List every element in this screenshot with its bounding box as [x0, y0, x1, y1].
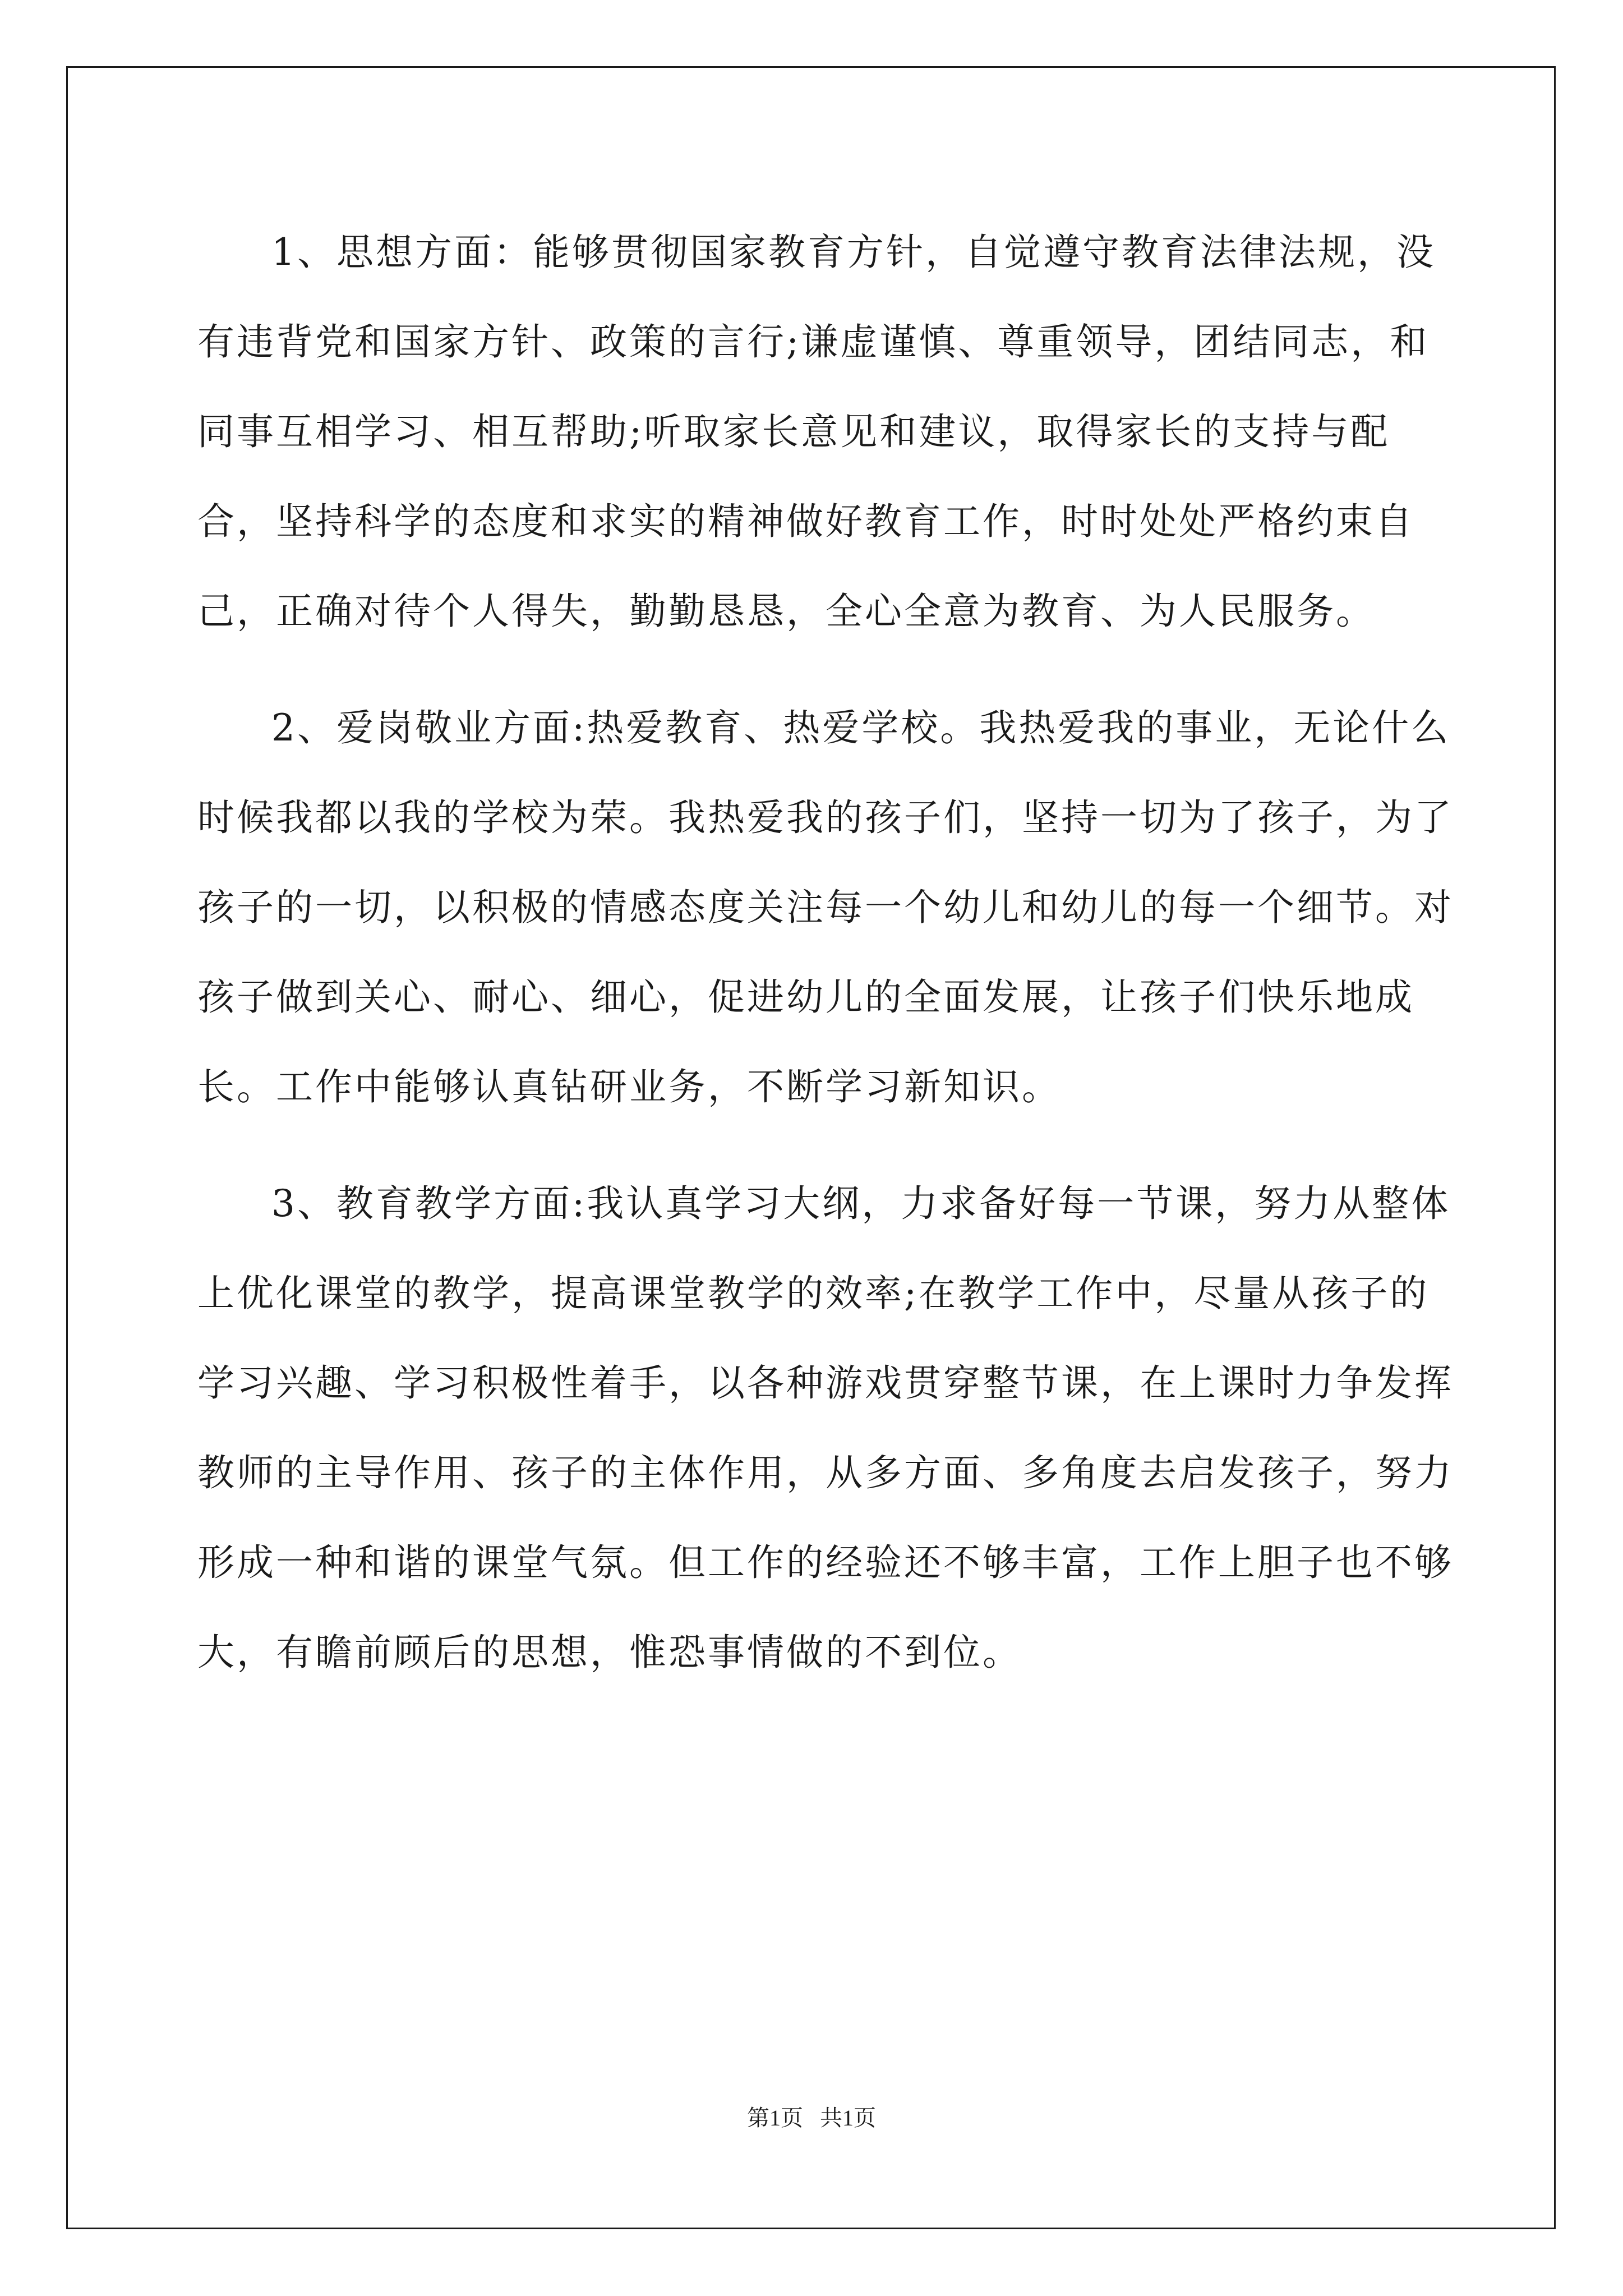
paragraph-teaching: 3、教育教学方面:我认真学习大纲，力求备好每一节课，努力从整体上优化课堂的教学，提高课堂教学的效率;在教学工作中，尽量从孩子的学习兴趣、学习积极性着手，以各种游戏贯穿整节课，在上课时力争发挥教师的主导作用、孩子的主体作用，从多方面、多角度去启发孩子，努力形成一种和谐的课堂气氛。但工作的经验还不够丰富，工作上胆子也不够大，有瞻前顾后的思想，惟恐事情做的不到位。: [197, 1182, 1454, 1674]
document-body: [197, 208, 1454, 1724]
page-number-footer: 第1页 共1页: [747, 2105, 876, 2131]
paragraph-dedication: 2、爱岗敬业方面:热爱教育、热爱学校。我热爱我的事业，无论什么时候我都以我的学校为荣。我热爱我的孩子们，坚持一切为了孩子，为了孩子的一切，以积极的情感态度关注每一个幼儿和幼儿的每一个细节。对孩子做到关心、耐心、细心，促进幼儿的全面发展，让孩子们快乐地成长。工作中能够认真钻研业务，不断学习新知识。: [197, 706, 1454, 1108]
paragraph-ideology: 1、思想方面：能够贯彻国家教育方针，自觉遵守教育法律法规，没有违背党和国家方针、政策的言行;谦虚谨慎、尊重领导，团结同志，和同事互相学习、相互帮助;听取家长意见和建议，取得家长的支持与配合，坚持科学的态度和求实的精神做好教育工作，时时处处严格约束自己，正确对待个人得失，勤勤恳恳，全心全意为教育、为人民服务。: [197, 231, 1436, 633]
